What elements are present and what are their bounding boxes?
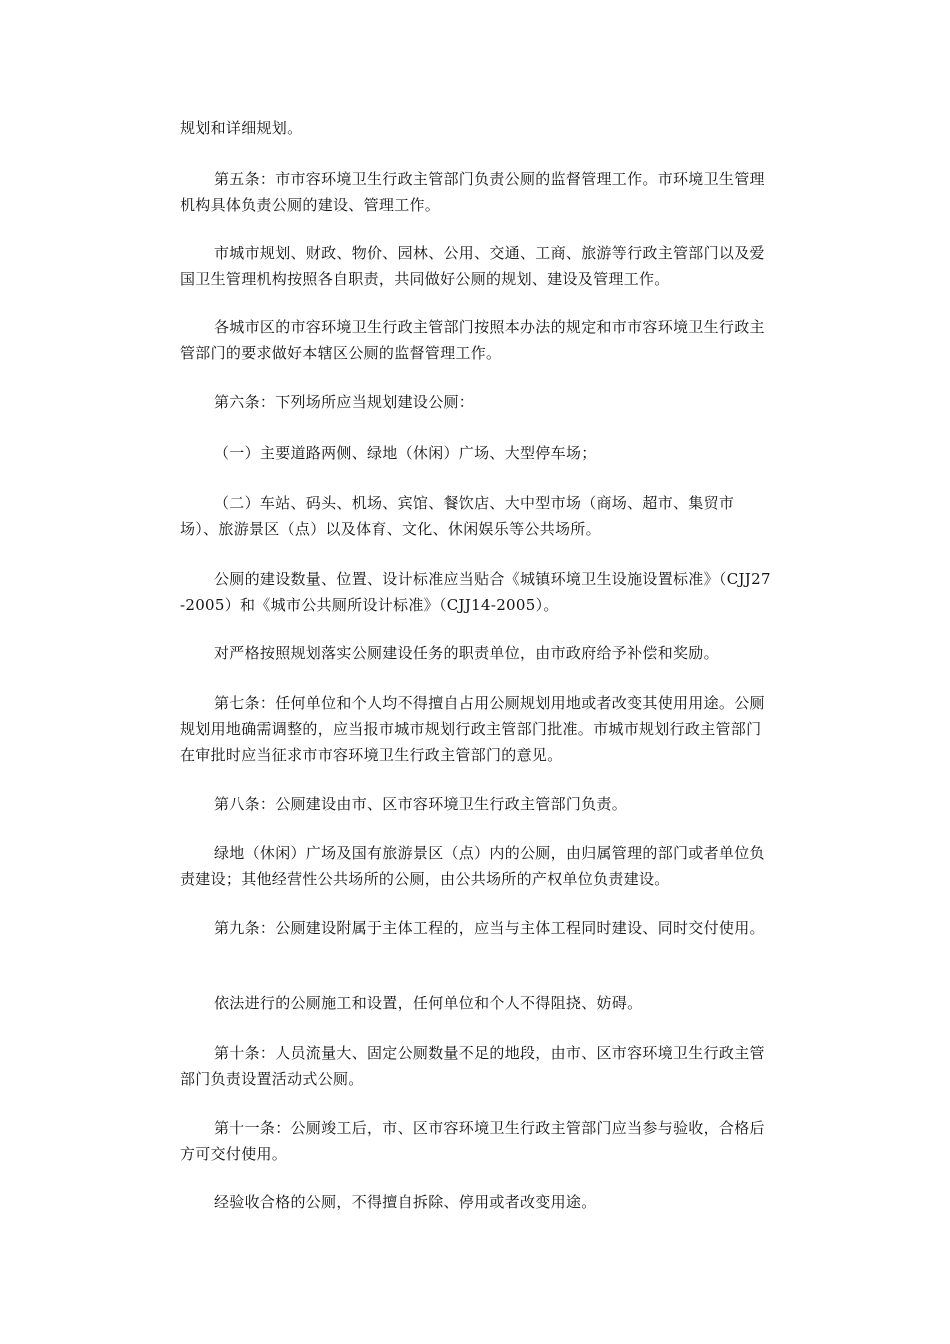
paragraph-article-8: 第八条：公厕建设由市、区市容环境卫生行政主管部门负责。	[214, 795, 628, 813]
paragraph-article-11: 第十一条：公厕竣工后，市、区市容环境卫生行政主管部门应当参与验收，合格后方可交付使用。	[180, 1119, 765, 1163]
paragraph-article-6-item-2: （二）车站、码头、机场、宾馆、餐饮店、大中型市场（商场、超市、集贸市场）、旅游景区（点）以及体育、文化、休闲娱乐等公共场所。	[180, 494, 735, 538]
paragraph-article-10: 第十条：人员流量大、固定公厕数量不足的地段，由市、区市容环境卫生行政主管部门负责设置活动式公厕。	[180, 1044, 765, 1088]
paragraph-article-6: 第六条：下列场所应当规划建设公厕：	[214, 393, 475, 411]
paragraph-continuation: 规划和详细规划。	[180, 119, 303, 137]
paragraph-article-5: 第五条：市市容环境卫生行政主管部门负责公厕的监督管理工作。市环境卫生管理机构具体负责公厕的建设、管理工作。	[180, 170, 765, 214]
paragraph-article-6-item-1: （一）主要道路两侧、绿地（休闲）广场、大型停车场；	[214, 444, 597, 462]
paragraph-article-8-construction: 绿地（休闲）广场及国有旅游景区（点）内的公厕，由归属管理的部门或者单位负责建设；其他经营性公共场所的公厕，由公共场所的产权单位负责建设。	[180, 844, 765, 888]
paragraph-article-9-obstruction: 依法进行的公厕施工和设置，任何单位和个人不得阻挠、妨碍。	[214, 994, 643, 1012]
paragraph-article-6-compensation: 对严格按照规划落实公厕建设任务的职责单位，由市政府给予补偿和奖励。	[214, 644, 719, 662]
paragraph-article-5-districts: 各城市区的市容环境卫生行政主管部门按照本办法的规定和市市容环境卫生行政主管部门的要求做好本辖区公厕的监督管理工作。	[180, 318, 765, 362]
paragraph-article-5-departments: 市城市规划、财政、物价、园林、公用、交通、工商、旅游等行政主管部门以及爱国卫生管理机构按照各自职责，共同做好公厕的规划、建设及管理工作。	[180, 244, 765, 288]
paragraph-article-11-demolition: 经验收合格的公厕，不得擅自拆除、停用或者改变用途。	[214, 1193, 597, 1211]
paragraph-article-7: 第七条：任何单位和个人均不得擅自占用公厕规划用地或者改变其使用用途。公厕规划用地确需调整的，应当报市城市规划行政主管部门批准。市城市规划行政主管部门在审批时应当征求市市容环境卫生行政主管部门的意见。	[180, 694, 765, 764]
paragraph-article-9: 第九条：公厕建设附属于主体工程的，应当与主体工程同时建设、同时交付使用。	[214, 919, 765, 937]
paragraph-article-6-standards: 公厕的建设数量、位置、设计标准应当贴合《城镇环境卫生设施设置标准》（CJJ27-2005）和《城市公共厕所设计标准》（CJJ14-2005）。	[180, 570, 771, 614]
